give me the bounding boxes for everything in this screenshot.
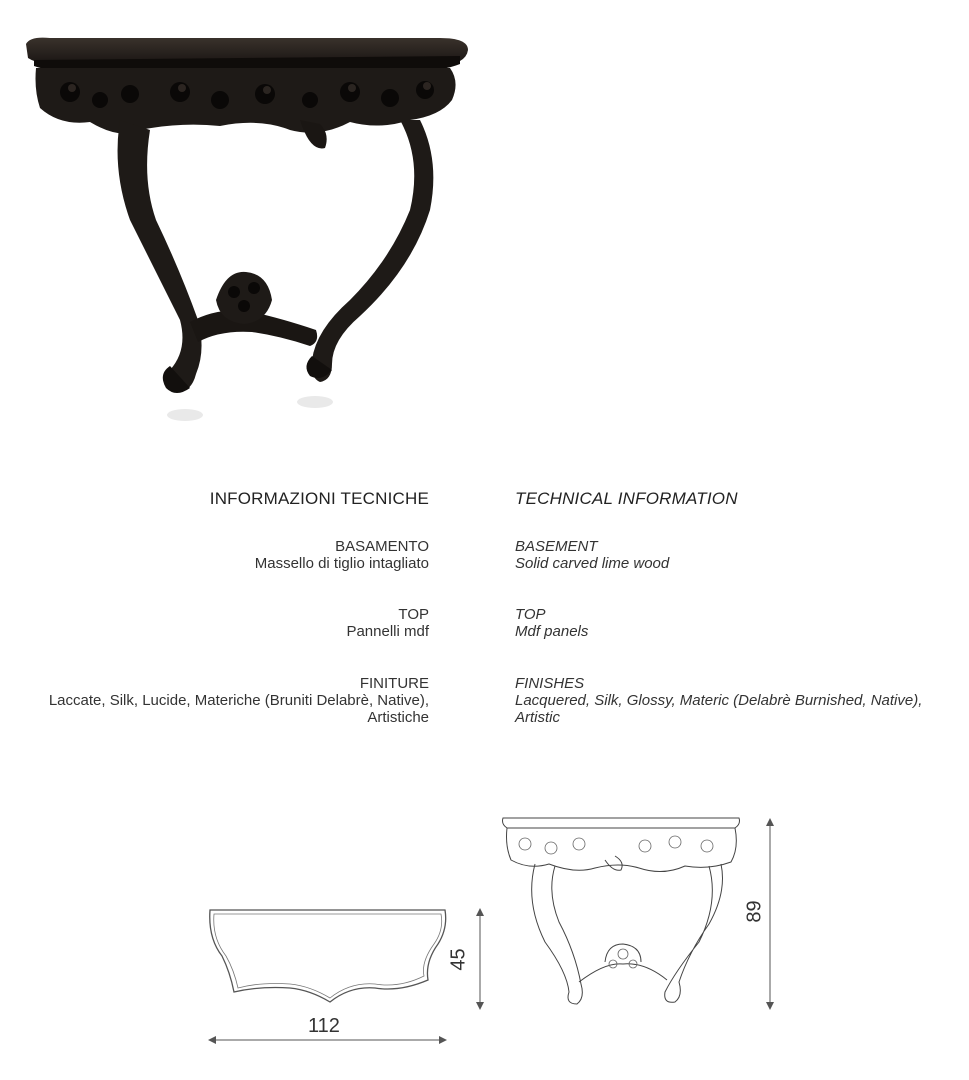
- spec-value: Artistic: [515, 709, 560, 726]
- spec-label: FINITURE: [359, 675, 429, 692]
- spec-value: Laccate, Silk, Lucide, Materiche (Bruniti Delabrè, Native),: [48, 692, 429, 709]
- spec-top-en: [515, 606, 588, 640]
- spec-value: Mdf panels: [515, 623, 589, 640]
- dimension-depth: 45: [447, 948, 470, 971]
- console-table-photo: [20, 30, 480, 430]
- spec-label: TOP: [398, 606, 429, 623]
- spec-finish-it: [49, 675, 429, 726]
- spec-value: Artistiche: [367, 709, 429, 726]
- spec-label: BASEMENT: [515, 538, 598, 555]
- spec-base-it: [255, 538, 429, 572]
- spec-label: BASAMENTO: [335, 538, 429, 555]
- spec-value: Solid carved lime wood: [515, 555, 670, 572]
- spec-label: TOP: [515, 606, 546, 623]
- specs-en: [515, 490, 738, 507]
- spec-value: Pannelli mdf: [346, 623, 429, 640]
- spec-value: Massello di tiglio intagliato: [254, 555, 429, 572]
- front-view-drawing: [495, 812, 785, 1012]
- spec-label: FINISHES: [515, 675, 585, 692]
- spec-top-it: [346, 606, 429, 640]
- spec-value: Lacquered, Silk, Glossy, Materic (Delabrè Burnished, Native),: [515, 692, 923, 709]
- specs-it: [210, 490, 429, 507]
- top-view-drawing: [200, 900, 500, 1060]
- dimension-height: 89: [743, 900, 766, 923]
- spec-heading-en: TECHNICAL INFORMATION: [515, 489, 738, 508]
- spec-finish-en: [515, 675, 922, 726]
- spec-base-en: [515, 538, 669, 572]
- spec-heading-it: INFORMAZIONI TECNICHE: [209, 489, 429, 508]
- dimension-width: 112: [308, 1015, 340, 1037]
